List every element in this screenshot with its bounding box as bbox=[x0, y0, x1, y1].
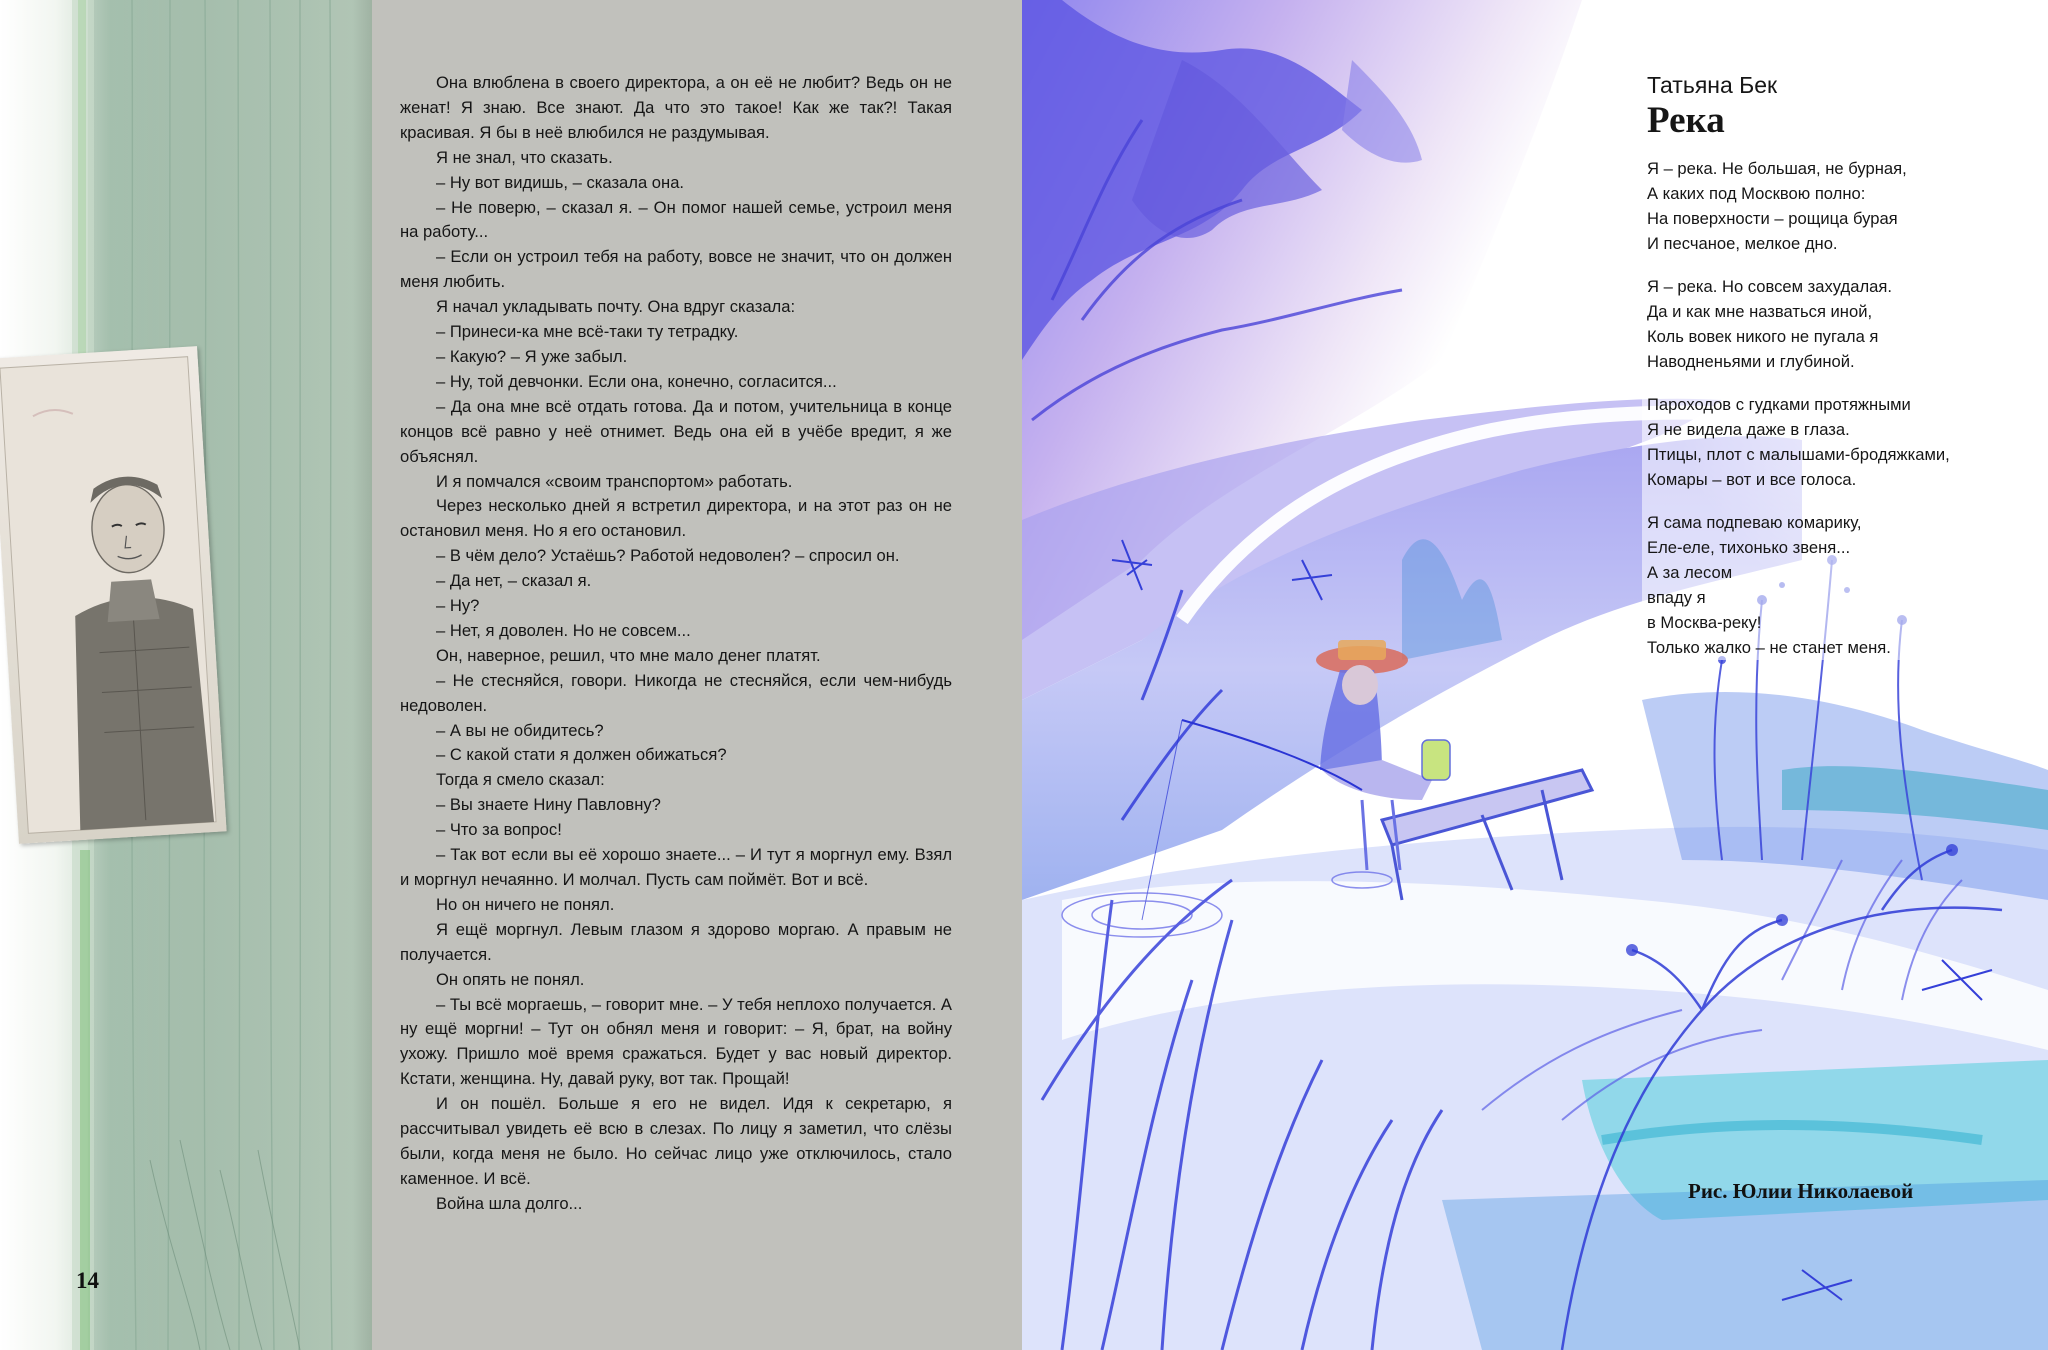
story-paragraph: Через несколько дней я встретил директора, и на этот раз он не остановил меня. Но я его остановил. bbox=[400, 496, 952, 541]
story-paragraph: Он, наверное, решил, что мне мало денег платят. bbox=[436, 645, 821, 665]
poem-line: в Москва-реку! bbox=[1647, 613, 1762, 632]
story-paragraph: – Ну? bbox=[436, 596, 480, 616]
vintage-soldier-photo bbox=[0, 346, 227, 844]
poem-line: Я не видела даже в глаза. bbox=[1647, 420, 1850, 439]
story-paragraph: – Ты всё моргаешь, – говорит мне. – У тебя неплохо получается. А ну ещё моргни! – Тут он обнял меня и говорит: – Я, брат, на войну ухожу. Пришло моё время сражаться. Будет у вас новый директор. Кстати, женщина. Ну, давай руку, вот так. Прощай! bbox=[400, 994, 952, 1089]
poem bbox=[1647, 70, 2027, 678]
poem-line: На поверхности – рощица бурая bbox=[1647, 209, 1898, 228]
poem-stanzas bbox=[1647, 156, 2027, 660]
poem-line: А каких под Москвою полно: bbox=[1647, 184, 1866, 203]
poem-line: Коль вовек никого не пугала я bbox=[1647, 327, 1879, 346]
story-paragraph: Тогда я смело сказал: bbox=[436, 770, 605, 790]
page-number: 14 bbox=[76, 1268, 99, 1293]
poem-line: Еле-еле, тихонько звеня... bbox=[1647, 538, 1851, 557]
poem-stanza bbox=[1647, 156, 2027, 256]
story-paragraph: Я не знал, что сказать. bbox=[436, 147, 613, 167]
story-paragraph: – Не стесняйся, говори. Никогда не стесняйся, если чем-нибудь недоволен. bbox=[400, 670, 952, 715]
poem-line: А за лесом bbox=[1647, 563, 1733, 582]
story-paragraph: – Какую? – Я уже забыл. bbox=[436, 346, 628, 366]
story-paragraph: – А вы не обидитесь? bbox=[436, 720, 604, 740]
story-paragraph: Она влюблена в своего директора, а он её не любит? Ведь он не женат! Я знаю. Все знают. Да что это такое! Как же так?! Такая красивая. Я бы в неё влюбился не раздумывая. bbox=[400, 73, 952, 142]
story-paragraph: – В чём дело? Устаёшь? Работой недоволен? – спросил он. bbox=[436, 546, 900, 566]
story-paragraph: – Принеси-ка мне всё-таки ту тетрадку. bbox=[436, 322, 739, 342]
story-text bbox=[400, 71, 952, 1217]
story-paragraph: – Ну, той девчонки. Если она, конечно, согласится... bbox=[436, 371, 837, 391]
poem-line: Пароходов с гудками протяжными bbox=[1647, 395, 1911, 414]
illustration-credit: Рис. Юлии Николаевой bbox=[1688, 1179, 1914, 1203]
poem-line: Я – река. Не большая, не бурная, bbox=[1647, 159, 1907, 178]
story-paragraph: – Ну вот видишь, – сказала она. bbox=[436, 172, 685, 192]
poem-line: впаду я bbox=[1647, 588, 1706, 607]
poem-line: Комары – вот и все голоса. bbox=[1647, 470, 1857, 489]
story-paragraph: Война шла долго... bbox=[436, 1193, 583, 1213]
story-paragraph: – Не поверю, – сказал я. – Он помог нашей семье, устроил меня на работу... bbox=[400, 197, 952, 242]
poem-line: Я – река. Но совсем захудалая. bbox=[1647, 277, 1892, 296]
story-paragraph: И я помчался «своим транспортом» работать. bbox=[436, 471, 793, 491]
poem-stanza bbox=[1647, 392, 2027, 492]
story-paragraph: И он пошёл. Больше я его не видел. Идя к секретарю, я рассчитывал увидеть её всю в слезах. По лицу я заметил, что слёзы были, когда меня не было. Но сейчас лицо уже отключилось, стало каменное. И всё. bbox=[400, 1094, 952, 1188]
poem-stanza bbox=[1647, 274, 2027, 374]
poem-line: Наводненьями и глубиной. bbox=[1647, 352, 1855, 371]
story-paragraph: – Что за вопрос! bbox=[436, 820, 562, 840]
poem-stanza bbox=[1647, 510, 2027, 660]
story-paragraph: – Да она мне всё отдать готова. Да и потом, учительница в конце концов всё равно у неё отнимет. Ведь она ей в учёбе вредит, я же объяснял. bbox=[400, 396, 952, 466]
story-paragraph: – Да нет, – сказал я. bbox=[436, 571, 592, 591]
story-paragraph: Он опять не понял. bbox=[436, 969, 585, 989]
story-paragraph: – Так вот если вы её хорошо знаете... – И тут я моргнул ему. Взял и моргнул нечаянно. И молчал. Пусть сам поймёт. Вот и всё. bbox=[400, 845, 952, 889]
story-paragraph: – Вы знаете Нину Павловну? bbox=[436, 795, 661, 815]
poem-line: Птицы, плот с малышами-бродяжками, bbox=[1647, 445, 1950, 464]
poem-line: Я сама подпеваю комарику, bbox=[1647, 513, 1862, 532]
story-paragraph: – Нет, я доволен. Но не совсем... bbox=[436, 620, 691, 640]
story-paragraph: Я начал укладывать почту. Она вдруг сказала: bbox=[436, 297, 796, 317]
story-paragraph: – Если он устроил тебя на работу, вовсе не значит, что он должен меня любить. bbox=[400, 247, 952, 292]
poem-line: И песчаное, мелкое дно. bbox=[1647, 234, 1838, 253]
poem-line: Да и как мне назваться иной, bbox=[1647, 302, 1873, 321]
poem-line: Только жалко – не станет меня. bbox=[1647, 638, 1891, 657]
poem-title: Река bbox=[1647, 100, 1725, 141]
story-paragraph: Но он ничего не понял. bbox=[436, 894, 615, 914]
poem-author: Татьяна Бек bbox=[1647, 72, 1778, 98]
story-paragraph: Я ещё моргнул. Левым глазом я здорово моргаю. А правым не получается. bbox=[400, 919, 952, 964]
story-paragraph: – С какой стати я должен обижаться? bbox=[436, 745, 727, 765]
